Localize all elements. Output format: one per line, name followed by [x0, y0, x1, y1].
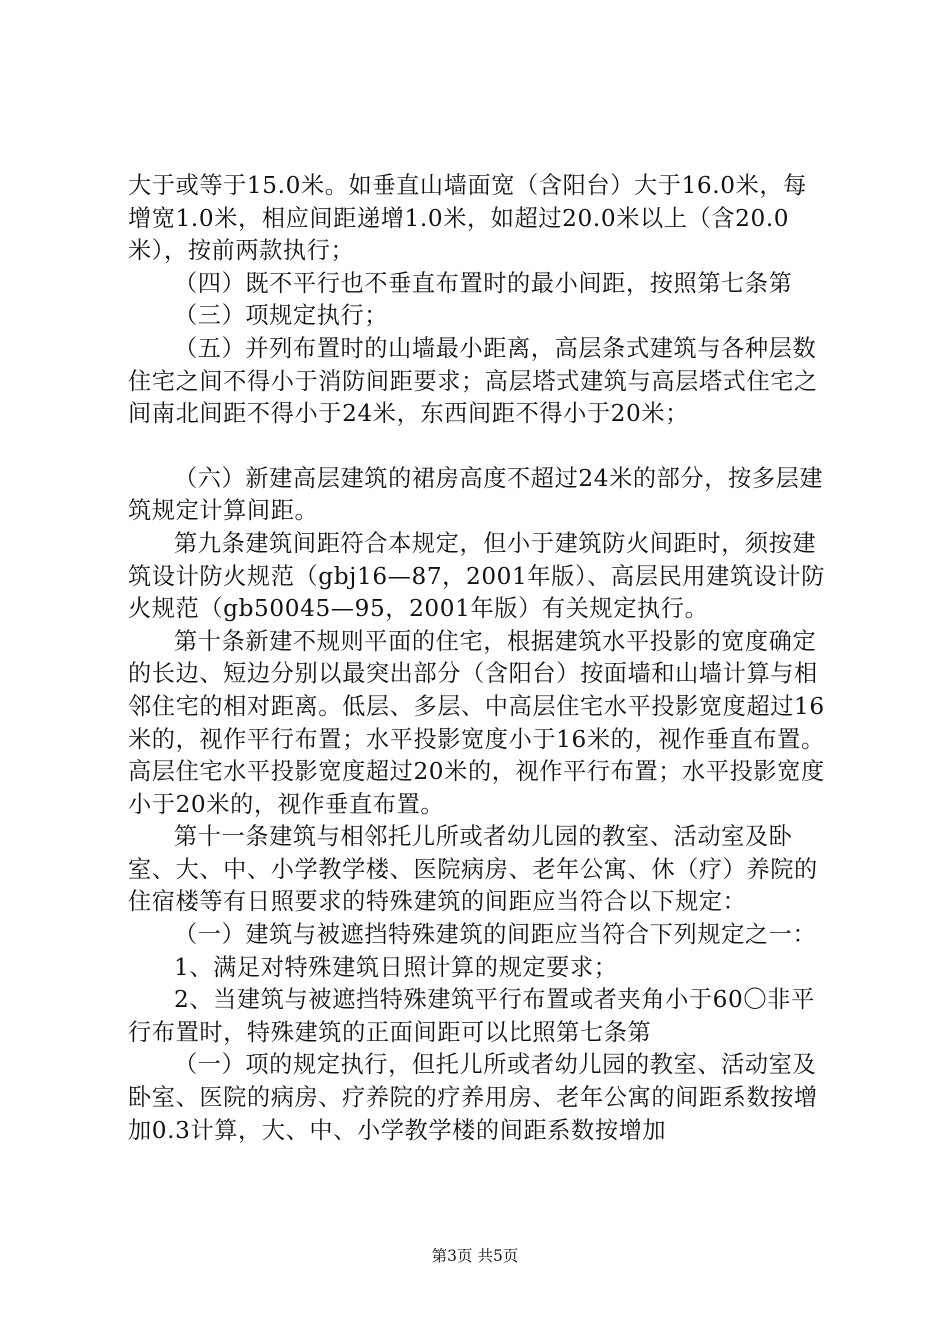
paragraph: 1、满足对特殊建筑日照计算的规定要求； [174, 953, 618, 981]
paragraph: 第十条新建不规则平面的住宅，根据建筑水平投影的宽度确定的长边、短边分别以最突出部分（含阳台）按面墙和山墙计算与相邻住宅的相对距离。低层、多层、中高层住宅水平投影宽度超过16米的，视作平行布置；水平投影宽度小于16米的，视作垂直布置。高层住宅水平投影宽度超过20米的，视作平行布置；水平投影宽度小于20米的，视作垂直布置。 [128, 627, 825, 818]
paragraph: （六）新建高层建筑的裙房高度不超过24米的部分，按多层建筑规定计算间距。 [128, 464, 824, 525]
paragraph: （五）并列布置时的山墙最小距离，高层条式建筑与各种层数住宅之间不得小于消防间距要求；高层塔式建筑与高层塔式住宅之间南北间距不得小于24米，东西间距不得小于20米； [128, 334, 818, 428]
paragraph: （一）建筑与被遮挡特殊建筑的间距应当符合下列规定之一： [174, 921, 817, 949]
body-text [128, 170, 828, 1147]
paragraph: 大于或等于15.0米。如垂直山墙面宽（含阳台）大于16.0米，每增宽1.0米，相应间距递增1.0米，如超过20.0米以上（含20.0米），按前两款执行； [128, 172, 807, 265]
paragraph: （一）项的规定执行，但托儿所或者幼儿园的教室、活动室及卧室、医院的病房、疗养院的疗养用房、老年公寓的间距系数按增加0.3计算，大、中、小学教学楼的间距系数按增加 [128, 1051, 818, 1144]
paragraph: 2、当建筑与被遮挡特殊建筑平行布置或者夹角小于60〇非平行布置时，特殊建筑的正面间距可以比照第七条第 [128, 986, 815, 1046]
paragraph: （三）项规定执行； [174, 302, 389, 330]
paragraph: 第九条建筑间距符合本规定，但小于建筑防火间距时，须按建筑设计防火规范（gbj16—87，2001年版）、高层民用建筑设计防火规范（gb50045—95，2001年版）有关规定执行。 [128, 529, 826, 623]
paragraph: 第十一条建筑与相邻托儿所或者幼儿园的教室、活动室及卧室、大、中、小学教学楼、医院病房、老年公寓、休（疗）养院的住宿楼等有日照要求的特殊建筑的间距应当符合以下规定： [128, 823, 818, 916]
paragraph: （四）既不平行也不垂直布置时的最小间距，按照第七条第 [174, 269, 793, 297]
page-footer: 第3页 共5页 [431, 1247, 519, 1265]
paragraph-gap [128, 431, 828, 463]
